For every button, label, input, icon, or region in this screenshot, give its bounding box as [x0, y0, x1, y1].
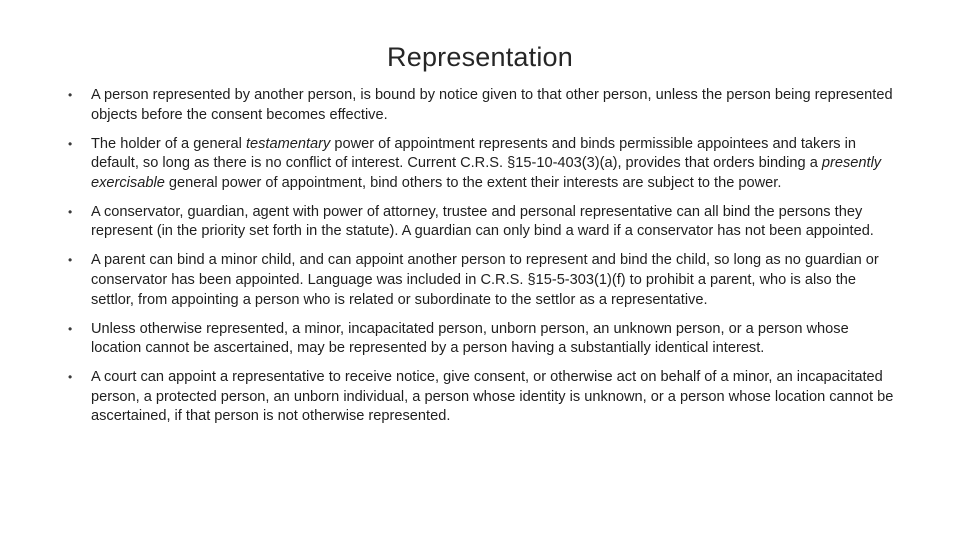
bullet-icon: • — [68, 253, 73, 268]
bullet-icon: • — [68, 370, 73, 385]
bullet-text: A person represented by another person, is bound by notice given to that other person, unless the person being represented objects before the consent becomes effective. — [91, 87, 893, 123]
bullet-text-part: The holder of a general — [91, 135, 246, 152]
bullet-text: A conservator, guardian, agent with power of attorney, trustee and personal representative can all bind the persons they represent (in the priority set forth in the statute). A guardian can only bind a ward if a conservator has not been appointed. — [91, 203, 874, 240]
bullet-icon: • — [68, 88, 73, 102]
bullet-text-part: power of appointment represents and binds permissible appointees and takers in default, so long as there is no conflict of interest. Current C.R.S. §15-10-403(3)(a), provides that orders binding a — [91, 135, 857, 172]
bullet-item — [66, 86, 896, 125]
bullet-icon: • — [68, 204, 73, 219]
bullet-text-part: general power of appointment, bind others to the extent their interests are subject to the power. — [164, 174, 782, 191]
bullet-item — [66, 368, 896, 427]
bullet-item — [66, 251, 896, 310]
bullet-icon: • — [68, 136, 73, 151]
slide-title: Representation — [387, 42, 573, 72]
bullet-text: Unless otherwise represented, a minor, incapacitated person, unborn person, an unknown person, or a person whose location cannot be ascertained, may be represented by a person having a substantially identical interest. — [91, 320, 849, 357]
bullet-text: A parent can bind a minor child, and can appoint another person to represent and bind the child, so long as no guardian or conservator has been appointed. Language was included in C.R.S. §15-5-303(1)(f) to prohibit a parent, who is also the settlor, from appointing a person who is related or subordinate to the settlor as a representative. — [91, 252, 879, 308]
bullet-text-italic: testamentary — [245, 135, 331, 152]
bullet-text: A court can appoint a representative to receive notice, give consent, or otherwise act on behalf of a minor, an incapacitated person, a protected person, an unborn individual, a person whose identity is unknown, or a person whose location cannot be ascertained, if that person is not otherwise represented. — [91, 369, 894, 425]
bullet-item — [66, 203, 896, 242]
bullet-icon: • — [68, 321, 73, 336]
bullet-text-italic: presently exercisable — [91, 155, 882, 191]
bullet-item — [66, 320, 896, 359]
bullet-item — [66, 135, 896, 194]
bullet-list — [66, 86, 896, 436]
